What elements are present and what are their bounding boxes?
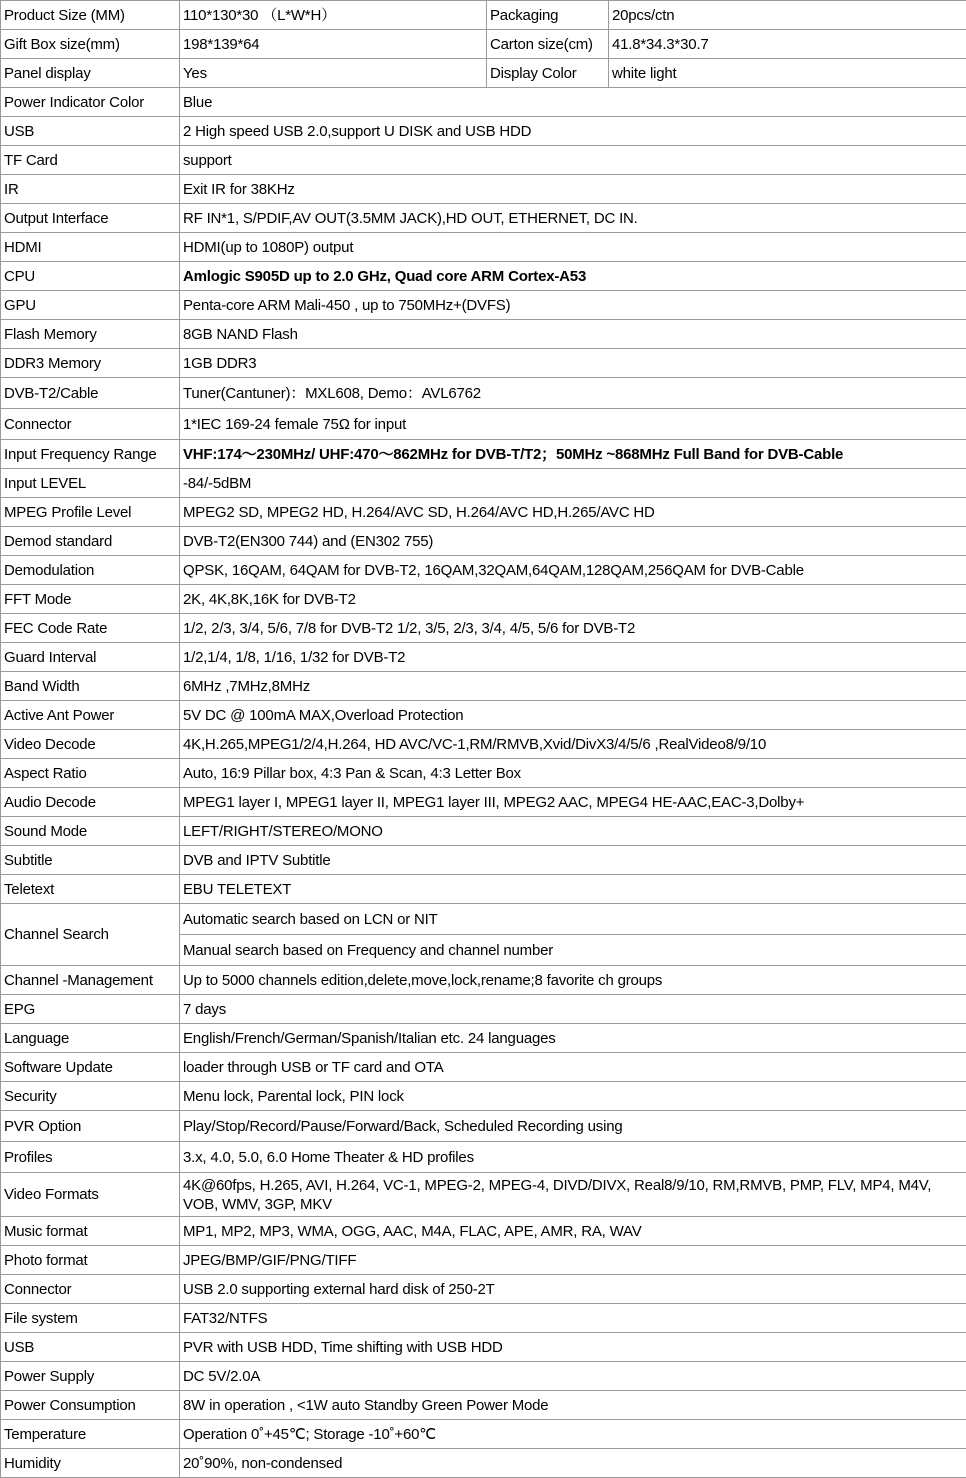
spec-value: 7 days xyxy=(180,995,966,1024)
spec-value: 2K, 4K,8K,16K for DVB-T2 xyxy=(180,585,966,614)
spec-row xyxy=(1,1391,966,1420)
spec-label: Power Consumption xyxy=(1,1391,180,1420)
spec-label: IR xyxy=(1,175,180,204)
spec-row xyxy=(1,846,966,875)
spec-label: File system xyxy=(1,1304,180,1333)
spec-row xyxy=(1,175,966,204)
spec-row xyxy=(1,1246,966,1275)
spec-value: Yes xyxy=(180,59,487,88)
spec-label: Flash Memory xyxy=(1,320,180,349)
spec-label: MPEG Profile Level xyxy=(1,498,180,527)
spec-label: Active Ant Power xyxy=(1,701,180,730)
spec-row xyxy=(1,1142,966,1173)
spec-value: RF IN*1, S/PDIF,AV OUT(3.5MM JACK),HD OUT, ETHERNET, DC IN. xyxy=(180,204,966,233)
spec-row xyxy=(1,995,966,1024)
spec-value: HDMI(up to 1080P) output xyxy=(180,233,966,262)
spec-row xyxy=(1,730,966,759)
spec-value: 1*IEC 169-24 female 75Ω for input xyxy=(180,409,966,440)
spec-row xyxy=(1,233,966,262)
spec-value: PVR with USB HDD, Time shifting with USB HDD xyxy=(180,1333,966,1362)
spec-value: loader through USB or TF card and OTA xyxy=(180,1053,966,1082)
spec-row xyxy=(1,614,966,643)
spec-value: Manual search based on Frequency and channel number xyxy=(180,935,966,966)
spec-value: 198*139*64 xyxy=(180,30,487,59)
spec-label: Audio Decode xyxy=(1,788,180,817)
spec-row xyxy=(1,378,966,409)
spec-value: 1/2, 2/3, 3/4, 5/6, 7/8 for DVB-T2 1/2, 3/5, 2/3, 3/4, 4/5, 5/6 for DVB-T2 xyxy=(180,614,966,643)
spec-row xyxy=(1,817,966,846)
spec-label: Security xyxy=(1,1082,180,1111)
spec-label: Demodulation xyxy=(1,556,180,585)
spec-row xyxy=(1,527,966,556)
spec-value: LEFT/RIGHT/STEREO/MONO xyxy=(180,817,966,846)
spec-value: -84/-5dBM xyxy=(180,469,966,498)
spec-row xyxy=(1,875,966,904)
spec-value: FAT32/NTFS xyxy=(180,1304,966,1333)
spec-label: Band Width xyxy=(1,672,180,701)
spec-row xyxy=(1,1053,966,1082)
spec-value: VHF:174～230MHz/ UHF:470～862MHz for DVB-T/T2；50MHz ~868MHz Full Band for DVB-Cable xyxy=(180,440,966,469)
spec-label: DDR3 Memory xyxy=(1,349,180,378)
spec-value: 6MHz ,7MHz,8MHz xyxy=(180,672,966,701)
spec-label: Connector xyxy=(1,409,180,440)
spec-label: Power Indicator Color xyxy=(1,88,180,117)
spec-row xyxy=(1,1304,966,1333)
spec-label: Profiles xyxy=(1,1142,180,1173)
spec-label: Language xyxy=(1,1024,180,1053)
spec-label: Subtitle xyxy=(1,846,180,875)
spec-table-body xyxy=(1,1,966,1478)
spec-row xyxy=(1,585,966,614)
spec-value: MPEG1 layer I, MPEG1 layer II, MPEG1 layer III, MPEG2 AAC, MPEG4 HE-AAC,EAC-3,Dolby+ xyxy=(180,788,966,817)
spec-row xyxy=(1,349,966,378)
spec-row xyxy=(1,59,966,88)
spec-value: 4K,H.265,MPEG1/2/4,H.264, HD AVC/VC-1,RM/RMVB,Xvid/DivX3/4/5/6 ,RealVideo8/9/10 xyxy=(180,730,966,759)
spec-label: PVR Option xyxy=(1,1111,180,1142)
spec-row xyxy=(1,1333,966,1362)
spec-row xyxy=(1,643,966,672)
spec-row xyxy=(1,1024,966,1053)
spec-label: GPU xyxy=(1,291,180,320)
spec-label: HDMI xyxy=(1,233,180,262)
spec-value: white light xyxy=(609,59,966,88)
spec-row xyxy=(1,556,966,585)
spec-label: TF Card xyxy=(1,146,180,175)
spec-value: 2 High speed USB 2.0,support U DISK and USB HDD xyxy=(180,117,966,146)
spec-label: Demod standard xyxy=(1,527,180,556)
spec-value: 20˚90%, non-condensed xyxy=(180,1449,966,1478)
spec-row xyxy=(1,498,966,527)
spec-label: Connector xyxy=(1,1275,180,1304)
spec-row xyxy=(1,904,966,935)
spec-value: JPEG/BMP/GIF/PNG/TIFF xyxy=(180,1246,966,1275)
spec-value: 1GB DDR3 xyxy=(180,349,966,378)
spec-value: 1/2,1/4, 1/8, 1/16, 1/32 for DVB-T2 xyxy=(180,643,966,672)
spec-value: English/French/German/Spanish/Italian etc. 24 languages xyxy=(180,1024,966,1053)
spec-label: Video Formats xyxy=(1,1173,180,1217)
spec-row xyxy=(1,1449,966,1478)
spec-label: Guard Interval xyxy=(1,643,180,672)
spec-value: DC 5V/2.0A xyxy=(180,1362,966,1391)
spec-label: CPU xyxy=(1,262,180,291)
spec-label: Input Frequency Range xyxy=(1,440,180,469)
spec-row xyxy=(1,788,966,817)
spec-value: support xyxy=(180,146,966,175)
spec-label: Music format xyxy=(1,1217,180,1246)
spec-value: QPSK, 16QAM, 64QAM for DVB-T2, 16QAM,32QAM,64QAM,128QAM,256QAM for DVB-Cable xyxy=(180,556,966,585)
spec-value: Penta-core ARM Mali-450 , up to 750MHz+(DVFS) xyxy=(180,291,966,320)
spec-label: Video Decode xyxy=(1,730,180,759)
spec-row xyxy=(1,88,966,117)
spec-label: Input LEVEL xyxy=(1,469,180,498)
spec-value: Auto, 16:9 Pillar box, 4:3 Pan & Scan, 4:3 Letter Box xyxy=(180,759,966,788)
spec-row xyxy=(1,1275,966,1304)
spec-row xyxy=(1,204,966,233)
spec-value: Exit IR for 38KHz xyxy=(180,175,966,204)
spec-label: Gift Box size(mm) xyxy=(1,30,180,59)
spec-value: Blue xyxy=(180,88,966,117)
spec-value: MPEG2 SD, MPEG2 HD, H.264/AVC SD, H.264/AVC HD,H.265/AVC HD xyxy=(180,498,966,527)
spec-value: 41.8*34.3*30.7 xyxy=(609,30,966,59)
spec-value: EBU TELETEXT xyxy=(180,875,966,904)
spec-label: FEC Code Rate xyxy=(1,614,180,643)
spec-row xyxy=(1,1173,966,1217)
spec-label: Humidity xyxy=(1,1449,180,1478)
spec-row xyxy=(1,146,966,175)
spec-value: Amlogic S905D up to 2.0 GHz, Quad core ARM Cortex-A53 xyxy=(180,262,966,291)
spec-label: Software Update xyxy=(1,1053,180,1082)
spec-label: USB xyxy=(1,1333,180,1362)
spec-label: Power Supply xyxy=(1,1362,180,1391)
spec-row xyxy=(1,409,966,440)
spec-value: 110*130*30 （L*W*H） xyxy=(180,1,487,30)
spec-label: Carton size(cm) xyxy=(487,30,609,59)
spec-row xyxy=(1,759,966,788)
spec-value: 8GB NAND Flash xyxy=(180,320,966,349)
spec-label: EPG xyxy=(1,995,180,1024)
spec-label: FFT Mode xyxy=(1,585,180,614)
spec-row xyxy=(1,1082,966,1111)
spec-value: USB 2.0 supporting external hard disk of 250-2T xyxy=(180,1275,966,1304)
spec-label: Sound Mode xyxy=(1,817,180,846)
spec-label: Output Interface xyxy=(1,204,180,233)
spec-row xyxy=(1,1,966,30)
spec-value: DVB and IPTV Subtitle xyxy=(180,846,966,875)
spec-label: Display Color xyxy=(487,59,609,88)
spec-label: Teletext xyxy=(1,875,180,904)
spec-value: 5V DC @ 100mA MAX,Overload Protection xyxy=(180,701,966,730)
spec-value: 20pcs/ctn xyxy=(609,1,966,30)
spec-value: DVB-T2(EN300 744) and (EN302 755) xyxy=(180,527,966,556)
spec-value: Menu lock, Parental lock, PIN lock xyxy=(180,1082,966,1111)
spec-label: Product Size (MM) xyxy=(1,1,180,30)
spec-row xyxy=(1,966,966,995)
spec-row xyxy=(1,30,966,59)
spec-value: Tuner(Cantuner)：MXL608, Demo：AVL6762 xyxy=(180,378,966,409)
spec-row xyxy=(1,262,966,291)
spec-row xyxy=(1,291,966,320)
spec-value: Up to 5000 channels edition,delete,move,lock,rename;8 favorite ch groups xyxy=(180,966,966,995)
spec-row xyxy=(1,1217,966,1246)
spec-row xyxy=(1,1420,966,1449)
spec-label: Channel Search xyxy=(1,904,180,966)
spec-label: Channel -Management xyxy=(1,966,180,995)
spec-row xyxy=(1,701,966,730)
spec-value: Automatic search based on LCN or NIT xyxy=(180,904,966,935)
spec-label: DVB-T2/Cable xyxy=(1,378,180,409)
spec-row xyxy=(1,1111,966,1142)
spec-row xyxy=(1,672,966,701)
spec-value: MP1, MP2, MP3, WMA, OGG, AAC, M4A, FLAC, APE, AMR, RA, WAV xyxy=(180,1217,966,1246)
spec-value: Play/Stop/Record/Pause/Forward/Back, Scheduled Recording using xyxy=(180,1111,966,1142)
spec-label: USB xyxy=(1,117,180,146)
spec-row xyxy=(1,440,966,469)
spec-label: Packaging xyxy=(487,1,609,30)
spec-label: Temperature xyxy=(1,1420,180,1449)
spec-value: Operation 0˚+45℃; Storage -10˚+60℃ xyxy=(180,1420,966,1449)
spec-row xyxy=(1,117,966,146)
spec-row xyxy=(1,320,966,349)
spec-value: 4K@60fps, H.265, AVI, H.264, VC-1, MPEG-2, MPEG-4, DIVD/DIVX, Real8/9/10, RM,RMVB, PMP, FLV, MP4, M4V, VOB, WMV, 3GP, MKV xyxy=(180,1173,966,1217)
spec-label: Aspect Ratio xyxy=(1,759,180,788)
spec-value: 3.x, 4.0, 5.0, 6.0 Home Theater & HD profiles xyxy=(180,1142,966,1173)
spec-value: 8W in operation , <1W auto Standby Green Power Mode xyxy=(180,1391,966,1420)
spec-label: Panel display xyxy=(1,59,180,88)
spec-label: Photo format xyxy=(1,1246,180,1275)
spec-row xyxy=(1,1362,966,1391)
spec-row xyxy=(1,469,966,498)
